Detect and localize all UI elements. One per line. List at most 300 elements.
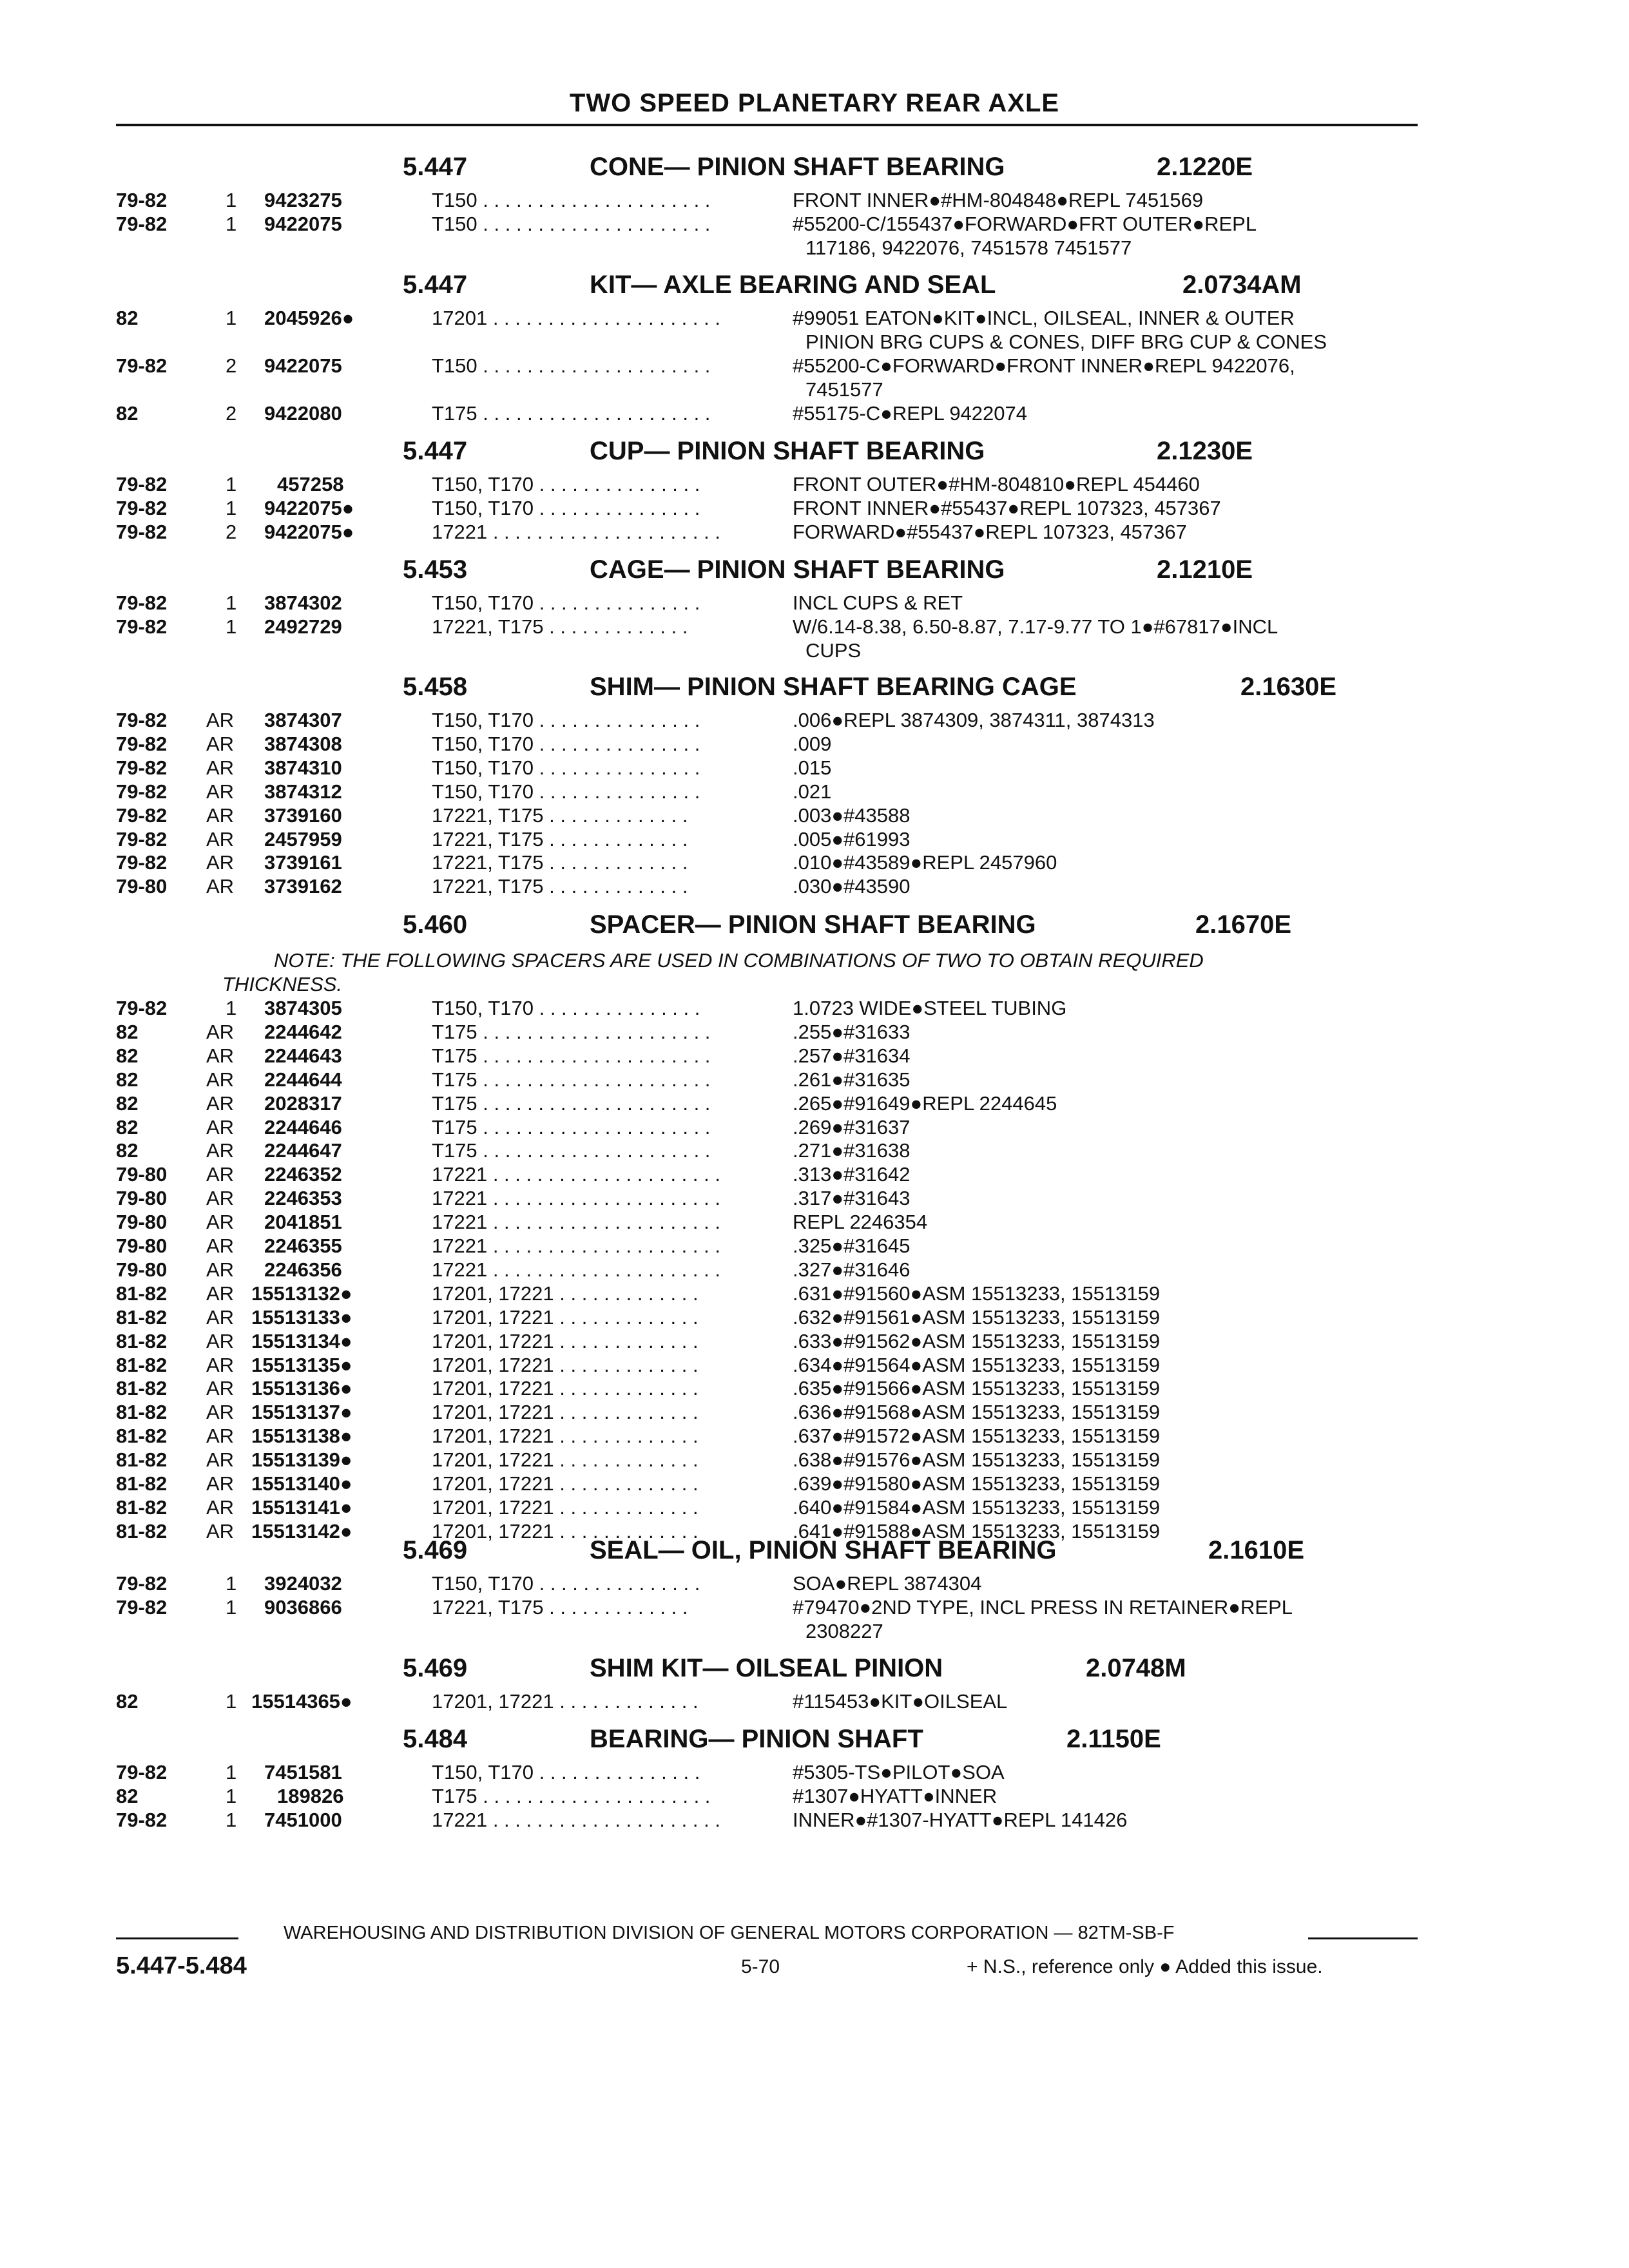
model-text: 17201, 17221	[432, 1472, 554, 1495]
leader-dots: . . . . . . . . . . . . .	[543, 1596, 688, 1619]
description: .021	[793, 780, 832, 803]
model-year: 79-82	[116, 615, 168, 638]
section-header	[403, 673, 1434, 704]
part-number: 2246353	[264, 1187, 342, 1209]
quantity: 1	[226, 497, 237, 519]
table-row	[116, 1425, 1437, 1448]
section-number: 5.469	[403, 1536, 468, 1564]
quantity: 1	[226, 997, 237, 1019]
part-number: 2244646	[264, 1116, 342, 1139]
model-text: 17221, T175	[432, 828, 544, 850]
quantity: AR	[206, 1211, 235, 1233]
leader-dots: . . . . . . . . . . . . .	[554, 1496, 699, 1519]
model-year: 79-80	[116, 1258, 168, 1281]
quantity: AR	[206, 1401, 235, 1423]
part-number: 9422080	[264, 402, 342, 425]
model-year: 81-82	[116, 1472, 168, 1495]
description: .010●#43589●REPL 2457960	[793, 851, 1057, 874]
part-number: 2045926●	[264, 307, 354, 329]
description: #115453●KIT●OILSEAL	[793, 1690, 1008, 1713]
model-year: 79-80	[116, 1235, 168, 1257]
leader-dots: . . . . . . . . . . . . . . . . . . . . .	[477, 1139, 711, 1162]
model-year: 79-82	[116, 354, 168, 377]
description-continued: PINION BRG CUPS & CONES, DIFF BRG CUP & CONES	[805, 331, 1327, 353]
part-number: 3874312	[264, 780, 342, 803]
leader-dots: . . . . . . . . . . . . . . . . . . . . .	[487, 307, 720, 329]
table-row	[116, 1258, 1437, 1282]
description: FRONT INNER●#HM-804848●REPL 7451569	[793, 189, 1204, 211]
model-text: 17221	[432, 1187, 488, 1209]
description-continued: 117186, 9422076, 7451578 7451577	[805, 236, 1132, 259]
table-row	[116, 1572, 1437, 1595]
part-number: 189826	[277, 1785, 344, 1807]
leader-dots: . . . . . . . . . . . . . . .	[533, 1761, 700, 1783]
part-number: 9423275	[264, 189, 342, 211]
description-continued: CUPS	[805, 639, 862, 662]
model-text: T150, T170	[432, 497, 534, 519]
leader-dots: . . . . . . . . . . . . . . . . . . . . .	[477, 402, 711, 425]
section-title: SHIM— PINION SHAFT BEARING CAGE	[590, 673, 1077, 701]
leader-dots: . . . . . . . . . . . . . . . . . . . . .	[487, 1235, 720, 1257]
model-text: 17221	[432, 521, 488, 543]
table-row	[116, 1211, 1437, 1234]
leader-dots: . . . . . . . . . . . . . . . . . . . . .	[487, 1187, 720, 1209]
description: #99051 EATON●KIT●INCL, OILSEAL, INNER & OUTER	[793, 307, 1295, 329]
quantity: AR	[206, 1068, 235, 1091]
table-row	[116, 1282, 1437, 1305]
model-year: 79-82	[116, 591, 168, 614]
model-year: 79-82	[116, 497, 168, 519]
description: #1307●HYATT●INNER	[793, 1785, 998, 1807]
quantity: 1	[226, 213, 237, 235]
quantity: AR	[206, 1425, 235, 1447]
table-row	[116, 1496, 1437, 1519]
quantity: 1	[226, 1785, 237, 1807]
description: #55200-C●FORWARD●FRONT INNER●REPL 9422076,	[793, 354, 1295, 377]
model-text: T175	[432, 1139, 477, 1162]
description: SOA●REPL 3874304	[793, 1572, 982, 1595]
quantity: AR	[206, 1330, 235, 1352]
model-year: 82	[116, 307, 139, 329]
model-year: 81-82	[116, 1496, 168, 1519]
model-year: 82	[116, 1690, 139, 1713]
leader-dots: . . . . . . . . . . . . .	[554, 1690, 699, 1713]
quantity: 1	[226, 615, 237, 638]
table-row	[116, 1785, 1437, 1808]
model-text: T150, T170	[432, 709, 534, 731]
model-year: 79-82	[116, 213, 168, 235]
quantity: 2	[226, 354, 237, 377]
section-code: 2.0734AM	[1182, 271, 1302, 299]
section-code: 2.1230E	[1157, 437, 1253, 465]
model-text: 17201	[432, 307, 488, 329]
section-code: 2.1150E	[1066, 1725, 1161, 1753]
description: .634●#91564●ASM 15513233, 15513159	[793, 1354, 1161, 1376]
model-year: 79-82	[116, 756, 168, 779]
description: .632●#91561●ASM 15513233, 15513159	[793, 1306, 1161, 1329]
part-number: 2457959	[264, 828, 342, 850]
table-row	[116, 1163, 1437, 1186]
quantity: AR	[206, 1448, 235, 1471]
model-text: 17221, T175	[432, 615, 544, 638]
model-year: 82	[116, 402, 139, 425]
quantity: 1	[226, 591, 237, 614]
model-text: T175	[432, 1116, 477, 1139]
section-header	[403, 437, 1434, 468]
table-row	[116, 1377, 1437, 1400]
table-row	[116, 875, 1437, 898]
footer-legend: + N.S., reference only ● Added this issue.	[967, 1956, 1323, 1977]
table-row	[116, 1809, 1437, 1832]
leader-dots: . . . . . . . . . . . . . . . . . . . . .	[477, 213, 711, 235]
model-year: 79-82	[116, 804, 168, 827]
table-row	[116, 189, 1437, 212]
section-header	[403, 1725, 1434, 1756]
table-row	[116, 1401, 1437, 1424]
section-header	[403, 555, 1434, 586]
description: .638●#91576●ASM 15513233, 15513159	[793, 1448, 1161, 1471]
leader-dots: . . . . . . . . . . . . . . . . . . . . .	[487, 1163, 720, 1186]
model-year: 79-82	[116, 709, 168, 731]
section-note-continued: THICKNESS.	[222, 973, 343, 995]
leader-dots: . . . . . . . . . . . . .	[554, 1472, 699, 1495]
model-year: 82	[116, 1139, 139, 1162]
description: .009	[793, 733, 832, 755]
leader-dots: . . . . . . . . . . . . .	[543, 851, 688, 874]
description: .015	[793, 756, 832, 779]
part-number: 2028317	[264, 1092, 342, 1115]
part-number: 9036866	[264, 1596, 342, 1619]
description: .317●#31643	[793, 1187, 911, 1209]
leader-dots: . . . . . . . . . . . . .	[554, 1330, 699, 1352]
section-title: KIT— AXLE BEARING AND SEAL	[590, 271, 996, 299]
quantity: AR	[206, 1496, 235, 1519]
description-continued: 7451577	[805, 378, 883, 401]
table-row	[116, 1139, 1437, 1162]
section-number: 5.484	[403, 1725, 468, 1753]
description: .633●#91562●ASM 15513233, 15513159	[793, 1330, 1161, 1352]
table-row	[116, 1448, 1437, 1472]
leader-dots: . . . . . . . . . . . . . . . . . . . . .	[477, 1068, 711, 1091]
section-number: 5.469	[403, 1654, 468, 1682]
model-text: T175	[432, 1068, 477, 1091]
description: .006●REPL 3874309, 3874311, 3874313	[793, 709, 1155, 731]
description: .255●#31633	[793, 1021, 911, 1043]
table-row	[116, 997, 1437, 1020]
quantity: AR	[206, 1163, 235, 1186]
model-text: 17201, 17221	[432, 1306, 554, 1329]
part-number: 2246356	[264, 1258, 342, 1281]
section-title: BEARING— PINION SHAFT	[590, 1725, 923, 1753]
table-row	[116, 1044, 1437, 1068]
model-year: 81-82	[116, 1306, 168, 1329]
model-year: 82	[116, 1021, 139, 1043]
model-year: 82	[116, 1068, 139, 1091]
description: #55200-C/155437●FORWARD●FRT OUTER●REPL	[793, 213, 1257, 235]
description: .639●#91580●ASM 15513233, 15513159	[793, 1472, 1161, 1495]
model-text: T150, T170	[432, 997, 534, 1019]
part-number: 7451000	[264, 1809, 342, 1831]
description: #55175-C●REPL 9422074	[793, 402, 1028, 425]
table-row	[116, 615, 1437, 639]
table-row	[116, 402, 1437, 425]
section-number: 5.447	[403, 437, 468, 465]
part-number: 15513137●	[251, 1401, 352, 1423]
description: .641●#91588●ASM 15513233, 15513159	[793, 1520, 1161, 1542]
part-number: 15513133●	[251, 1306, 352, 1329]
model-text: 17221, T175	[432, 875, 544, 898]
section-code: 2.1220E	[1157, 153, 1253, 181]
section-title: SPACER— PINION SHAFT BEARING	[590, 910, 1036, 939]
leader-dots: . . . . . . . . . . . . . . .	[533, 709, 700, 731]
title-rule	[116, 124, 1418, 126]
model-text: T150	[432, 189, 477, 211]
leader-dots: . . . . . . . . . . . . .	[543, 875, 688, 898]
model-text: 17201, 17221	[432, 1354, 554, 1376]
quantity: 2	[226, 521, 237, 543]
part-number: 15513132●	[251, 1282, 352, 1305]
quantity: AR	[206, 1044, 235, 1067]
description: .257●#31634	[793, 1044, 911, 1067]
part-number: 7451581	[264, 1761, 342, 1783]
table-row	[116, 497, 1437, 520]
quantity: AR	[206, 1235, 235, 1257]
description: REPL 2246354	[793, 1211, 928, 1233]
leader-dots: . . . . . . . . . . . . . . . . . . . . .	[477, 1092, 711, 1115]
leader-dots: . . . . . . . . . . . . . . . . . . . . .	[477, 189, 711, 211]
table-row	[116, 354, 1437, 378]
table-row	[116, 1354, 1437, 1377]
leader-dots: . . . . . . . . . . . . .	[543, 615, 688, 638]
section-title: CAGE— PINION SHAFT BEARING	[590, 555, 1005, 584]
part-number: 3874310	[264, 756, 342, 779]
model-text: 17221	[432, 1163, 488, 1186]
table-row	[116, 521, 1437, 544]
table-row	[116, 1187, 1437, 1210]
description: .640●#91584●ASM 15513233, 15513159	[793, 1496, 1161, 1519]
part-number: 2244643	[264, 1044, 342, 1067]
section-header	[403, 910, 1434, 941]
table-row	[116, 1235, 1437, 1258]
description: .637●#91572●ASM 15513233, 15513159	[793, 1425, 1161, 1447]
part-number: 9422075●	[264, 497, 354, 519]
description: .271●#31638	[793, 1139, 911, 1162]
model-year: 79-80	[116, 1211, 168, 1233]
description: .635●#91566●ASM 15513233, 15513159	[793, 1377, 1161, 1399]
model-year: 82	[116, 1044, 139, 1067]
model-text: 17201, 17221	[432, 1448, 554, 1471]
model-text: 17201, 17221	[432, 1401, 554, 1423]
leader-dots: . . . . . . . . . . . . . . .	[533, 497, 700, 519]
footer-division: WAREHOUSING AND DISTRIBUTION DIVISION OF GENERAL MOTORS CORPORATION — 82TM-SB-F	[284, 1923, 1175, 1943]
model-text: 17221	[432, 1235, 488, 1257]
model-year: 81-82	[116, 1330, 168, 1352]
section-number: 5.447	[403, 153, 468, 181]
part-number: 15513134●	[251, 1330, 352, 1352]
table-row	[116, 733, 1437, 756]
quantity: 1	[226, 189, 237, 211]
section-header	[403, 153, 1434, 184]
leader-dots: . . . . . . . . . . . . .	[554, 1520, 699, 1542]
table-row	[116, 709, 1437, 732]
description: .005●#61993	[793, 828, 911, 850]
leader-dots: . . . . . . . . . . . . .	[543, 828, 688, 850]
part-number: 15514365●	[251, 1690, 352, 1713]
quantity: AR	[206, 1282, 235, 1305]
model-text: T150, T170	[432, 733, 534, 755]
table-row	[116, 1092, 1437, 1115]
model-year: 81-82	[116, 1282, 168, 1305]
model-year: 81-82	[116, 1401, 168, 1423]
model-text: 17221	[432, 1211, 488, 1233]
section-header	[403, 271, 1434, 302]
table-row	[116, 1116, 1437, 1139]
model-year: 79-82	[116, 851, 168, 874]
table-row	[116, 473, 1437, 496]
part-number: 3739161	[264, 851, 342, 874]
table-row	[116, 1021, 1437, 1044]
model-year: 81-82	[116, 1520, 168, 1542]
table-row	[116, 828, 1437, 851]
part-number: 2246352	[264, 1163, 342, 1186]
part-number: 3874307	[264, 709, 342, 731]
section-header	[403, 1536, 1434, 1567]
leader-dots: . . . . . . . . . . . . .	[554, 1448, 699, 1471]
leader-dots: . . . . . . . . . . . . . . .	[533, 780, 700, 803]
model-text: T150, T170	[432, 473, 534, 495]
quantity: 1	[226, 1596, 237, 1619]
model-year: 81-82	[116, 1448, 168, 1471]
footer-page-number: 5-70	[741, 1956, 780, 1977]
model-year: 79-82	[116, 780, 168, 803]
model-text: T150, T170	[432, 756, 534, 779]
model-text: T175	[432, 402, 477, 425]
quantity: 1	[226, 1809, 237, 1831]
part-number: 9422075●	[264, 521, 354, 543]
description: FORWARD●#55437●REPL 107323, 457367	[793, 521, 1187, 543]
table-row	[116, 307, 1437, 330]
footer-range: 5.447-5.484	[116, 1952, 247, 1979]
table-row	[116, 780, 1437, 803]
model-text: 17201, 17221	[432, 1377, 554, 1399]
model-text: T150	[432, 354, 477, 377]
part-number: 3874302	[264, 591, 342, 614]
description: .261●#31635	[793, 1068, 911, 1091]
quantity: 1	[226, 1690, 237, 1713]
model-text: 17221, T175	[432, 851, 544, 874]
part-number: 15513142●	[251, 1520, 352, 1542]
leader-dots: . . . . . . . . . . . . . . . . . . . . .	[487, 1809, 720, 1831]
description: .003●#43588	[793, 804, 911, 827]
table-row	[116, 1596, 1437, 1619]
quantity: AR	[206, 780, 235, 803]
model-year: 79-82	[116, 997, 168, 1019]
quantity: AR	[206, 1021, 235, 1043]
quantity: AR	[206, 733, 235, 755]
part-number: 3874305	[264, 997, 342, 1019]
leader-dots: . . . . . . . . . . . . .	[554, 1401, 699, 1423]
description: #79470●2ND TYPE, INCL PRESS IN RETAINER●REPL	[793, 1596, 1293, 1619]
model-year: 81-82	[116, 1354, 168, 1376]
leader-dots: . . . . . . . . . . . . . . .	[533, 591, 700, 614]
leader-dots: . . . . . . . . . . . . .	[554, 1377, 699, 1399]
part-number: 15513138●	[251, 1425, 352, 1447]
part-number: 3874308	[264, 733, 342, 755]
section-code: 2.1670E	[1195, 910, 1292, 939]
leader-dots: . . . . . . . . . . . . .	[554, 1354, 699, 1376]
section-title: CUP— PINION SHAFT BEARING	[590, 437, 985, 465]
table-row	[116, 851, 1437, 874]
model-year: 79-82	[116, 733, 168, 755]
part-number: 3924032	[264, 1572, 342, 1595]
section-code: 2.1210E	[1157, 555, 1253, 584]
leader-dots: . . . . . . . . . . . . .	[554, 1306, 699, 1329]
description: .265●#91649●REPL 2244645	[793, 1092, 1057, 1115]
part-number: 457258	[277, 473, 344, 495]
section-title: SEAL— OIL, PINION SHAFT BEARING	[590, 1536, 1057, 1564]
part-number: 15513139●	[251, 1448, 352, 1471]
description: .631●#91560●ASM 15513233, 15513159	[793, 1282, 1161, 1305]
model-text: 17201, 17221	[432, 1520, 554, 1542]
quantity: 1	[226, 1761, 237, 1783]
description: #5305-TS●PILOT●SOA	[793, 1761, 1005, 1783]
quantity: 1	[226, 1572, 237, 1595]
model-text: T175	[432, 1785, 477, 1807]
table-row	[116, 1690, 1437, 1713]
model-year: 82	[116, 1785, 139, 1807]
model-year: 79-82	[116, 189, 168, 211]
model-text: 17221, T175	[432, 804, 544, 827]
model-text: 17221	[432, 1809, 488, 1831]
section-number: 5.453	[403, 555, 468, 584]
quantity: AR	[206, 1139, 235, 1162]
quantity: AR	[206, 1306, 235, 1329]
model-text: T150, T170	[432, 780, 534, 803]
section-code: 2.0748M	[1086, 1654, 1186, 1682]
model-year: 81-82	[116, 1425, 168, 1447]
section-title: SHIM KIT— OILSEAL PINION	[590, 1654, 943, 1682]
quantity: AR	[206, 756, 235, 779]
leader-dots: . . . . . . . . . . . . . . . . . . . . .	[477, 1044, 711, 1067]
description: .636●#91568●ASM 15513233, 15513159	[793, 1401, 1161, 1423]
footer-rule-left	[116, 1937, 238, 1939]
quantity: 1	[226, 473, 237, 495]
leader-dots: . . . . . . . . . . . . . . . . . . . . .	[487, 1258, 720, 1281]
leader-dots: . . . . . . . . . . . . .	[554, 1425, 699, 1447]
quantity: 2	[226, 402, 237, 425]
leader-dots: . . . . . . . . . . . . . . . . . . . . .	[477, 1785, 711, 1807]
quantity: AR	[206, 1116, 235, 1139]
table-row	[116, 213, 1437, 236]
description: INNER●#1307-HYATT●REPL 141426	[793, 1809, 1128, 1831]
table-row	[116, 1761, 1437, 1784]
model-year: 82	[116, 1116, 139, 1139]
section-number: 5.447	[403, 271, 468, 299]
leader-dots: . . . . . . . . . . . . . . . . . . . . .	[477, 1021, 711, 1043]
description: W/6.14-8.38, 6.50-8.87, 7.17-9.77 TO 1●#67817●INCL	[793, 615, 1278, 638]
model-year: 79-82	[116, 521, 168, 543]
section-number: 5.458	[403, 673, 468, 701]
model-text: 17221, T175	[432, 1596, 544, 1619]
model-text: T150, T170	[432, 591, 534, 614]
part-number: 2246355	[264, 1235, 342, 1257]
table-row	[116, 1306, 1437, 1329]
part-number: 15513141●	[251, 1496, 352, 1519]
quantity: AR	[206, 1520, 235, 1542]
leader-dots: . . . . . . . . . . . . .	[543, 804, 688, 827]
quantity: AR	[206, 709, 235, 731]
part-number: 15513135●	[251, 1354, 352, 1376]
